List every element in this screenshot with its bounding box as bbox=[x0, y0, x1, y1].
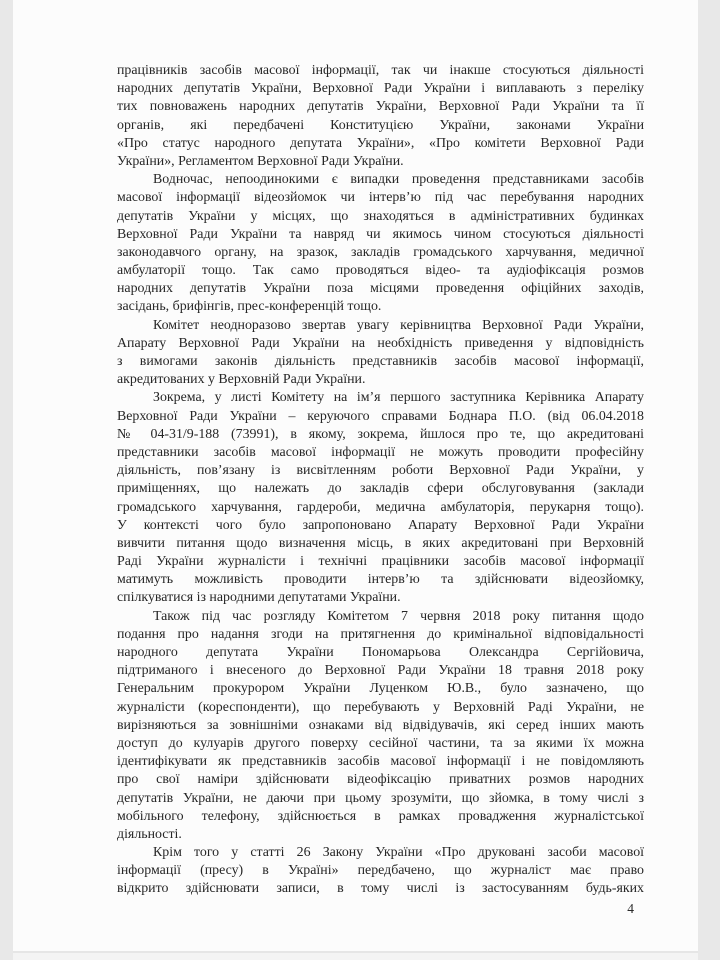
text-line: Верховної Ради України та навряд чи якимось чином стосуються діяльності bbox=[117, 226, 644, 242]
text-line: з вимогами законів діяльність представників засобів масової інформації, bbox=[117, 354, 644, 369]
text-line: приміщеннях, що належать до закладів сфери обслуговування (заклади bbox=[117, 481, 644, 497]
text-line: працівників засобів масової інформації, так чи інакше стосуються діяльності bbox=[117, 63, 644, 78]
text-line: доступ до кулуарів другого поверху сесійної частини, та за якими їх можна bbox=[117, 735, 644, 751]
text-line: Також під час розгляду Комітетом 7 червня 2018 року питання щодо bbox=[153, 608, 644, 624]
text-line: України», Регламентом Верховної Ради України. bbox=[117, 153, 404, 169]
text-line: Комітет неодноразово звертав увагу керівництва Верховної Ради України, bbox=[153, 317, 644, 333]
text-line: Зокрема, у листі Комітету на ім’я першого заступника Керівника Апарату bbox=[153, 390, 644, 406]
text-line: Водночас, непоодинокими є випадки проведення представниками засобів bbox=[153, 172, 644, 188]
text-line: матимуть можливість проводити інтерв’ю та здійснювати відеозйомку, bbox=[117, 572, 644, 588]
text-line: Апарату Верховної Ради України на необхідність приведення у відповідність bbox=[117, 335, 644, 351]
text-line: масової інформації відеозйомок чи інтерв’ю під час перебування народних bbox=[117, 190, 644, 206]
text-line: тих повноважень народних депутатів України, Верховної Ради України та її bbox=[117, 99, 644, 115]
text-line: спілкуватися із народними депутатами України. bbox=[117, 590, 401, 606]
text-line: мобільного телефону, здійснюється в рамках провадження журналістської bbox=[117, 808, 644, 824]
text-line: народного депутата України Пономарьова Олександра Сергійовича, bbox=[117, 645, 644, 660]
text-line: законодавчого органу, на зразок, закладів громадського харчування, медичної bbox=[117, 244, 644, 260]
text-line: відкрито здійснювати записи, в тому числі із застосуванням будь-яких bbox=[117, 881, 644, 897]
document-text bbox=[117, 62, 644, 918]
text-line: підтриманого і внесеного до Верховної Ради України 18 травня 2018 року bbox=[117, 663, 644, 679]
text-line: Крім того у статті 26 Закону України «Про друковані засоби масової bbox=[153, 845, 644, 861]
text-line: засідань, брифінгів, прес-конференцій тощо. bbox=[117, 299, 382, 315]
text-line: вивчити питання щодо визначення місць, в яких акредитовані при Верховній bbox=[117, 535, 644, 551]
text-line: акредитованих у Верховній Ради України. bbox=[117, 372, 366, 388]
viewer-background-right bbox=[698, 0, 720, 960]
text-line: про свої наміри здійснювати відеофіксацію приватних розмов народних bbox=[117, 772, 644, 788]
text-line: ідентифікувати як представників засобів масової інформації і не повідомляють bbox=[117, 754, 644, 770]
text-line: вирізняються за зовнішніми ознаками від відвідувачів, які серед інших мають bbox=[117, 717, 644, 733]
text-line: народних депутатів України поза місцями проведення офіційних заходів, bbox=[117, 281, 644, 297]
page-bottom-edge bbox=[13, 951, 698, 960]
text-line: народних депутатів України, Верховної Ради України і виплавають з переліку bbox=[117, 81, 644, 97]
text-line: Раді України журналісти і технічні працівники засобів масової інформації bbox=[117, 554, 644, 570]
text-line: «Про статус народного депутата України», «Про комітети Верховної Ради bbox=[117, 135, 644, 151]
text-line: діяльності. bbox=[117, 826, 182, 842]
text-line: представники засобів масової інформації не можуть проводити професійну bbox=[117, 444, 644, 460]
document-lines bbox=[117, 62, 644, 899]
text-line: громадського харчування, гардероби, медична амбулаторія, перукарня тощо). bbox=[117, 499, 644, 515]
text-line: подання про надання згоди на притягнення до кримінальної відповідальності bbox=[117, 626, 644, 642]
text-line: органів, які передбачені Конституцією України, законами України bbox=[117, 117, 644, 133]
text-line: депутатів України у місцях, що знаходяться в адміністративних будинках bbox=[117, 208, 644, 224]
page-number: 4 bbox=[627, 900, 634, 916]
text-line: амбулаторії тощо. Так само проводяться відео- та аудіофіксація розмов bbox=[117, 263, 644, 279]
text-line: депутатів України, не даючи при цьому зрозуміти, що зйомка, в тому числі з bbox=[117, 790, 644, 806]
text-line: журналісти (кореспонденти), що перебувають у Верховній Раді України, не bbox=[117, 699, 644, 715]
text-line: діяльність, пов’язану із висвітленням роботи Верховної Ради України, у bbox=[117, 463, 644, 479]
viewer-background-left bbox=[0, 0, 13, 960]
text-line: Верховної Ради України – керуючого справами Боднара П.О. (від 06.04.2018 bbox=[117, 408, 644, 424]
text-line: інформації (пресу) в Україні» передбачено, що журналіст має право bbox=[117, 863, 644, 879]
text-line: № 04-31/9-188 (73991), в якому, зокрема, йшлося про те, що акредитовані bbox=[117, 426, 644, 442]
text-line: Генеральним прокурором України Луценком Ю.В., було зазначено, що bbox=[117, 681, 644, 697]
text-line: У контексті чого було запропоновано Апарату Верховної Ради України bbox=[117, 517, 644, 533]
